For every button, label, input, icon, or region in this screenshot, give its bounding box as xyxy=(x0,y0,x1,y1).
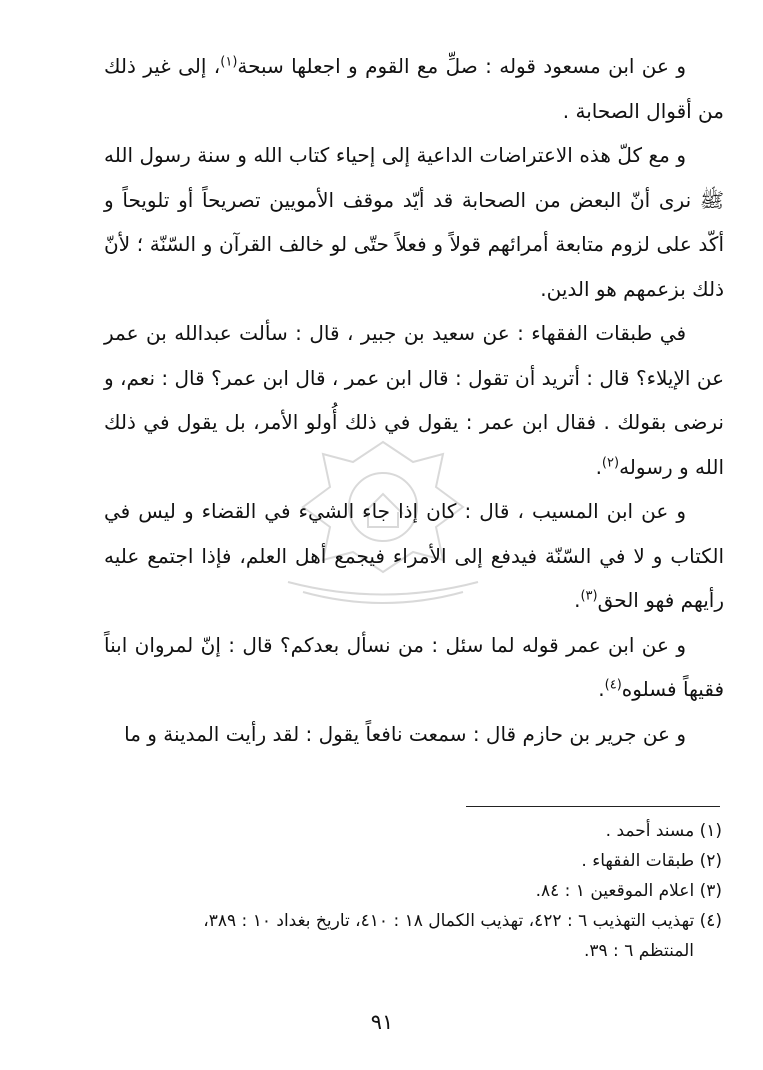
footnote-3: (٣) اعلام الموقعين ١ : ٨٤. xyxy=(535,881,722,901)
footnote-ref-2[interactable]: (٢) xyxy=(601,454,620,470)
paragraph-4 xyxy=(104,489,724,623)
paragraph-5-tail: . xyxy=(598,677,605,701)
main-text xyxy=(104,44,724,756)
footnote-2: (٢) طبقات الفقهاء . xyxy=(581,851,722,871)
footnote-divider xyxy=(466,806,720,807)
paragraph-3-tail: . xyxy=(595,454,602,479)
paragraph-1 xyxy=(104,44,724,133)
footnote-1: (١) مسند أحمد . xyxy=(605,821,722,841)
paragraph-4-tail: . xyxy=(574,588,581,612)
paragraph-2: و مع كلّ هذه الاعتراضات الداعية إلى إحياء كتاب الله و سنة رسول الله ﷺ نرى أنّ البعض من الصحابة قد أيّد موقف الأمويين تصريحاً أو تلويحاً و أكّد على لزوم متابعة أمرائهم قولاً و فعلاً حتّى لو خالف القرآن و السّنّة ؛ لأنّ ذلك بزعمهم هو الدين. xyxy=(104,143,724,301)
paragraph-1-tail: ، إلى غير ذلك من أقوال الصحابة . xyxy=(104,54,724,123)
footnote-ref-3[interactable]: (٣) xyxy=(580,588,598,604)
page-number: ٩١ xyxy=(370,1010,394,1034)
paragraph-5 xyxy=(104,623,724,712)
footnotes xyxy=(100,816,722,966)
footnote-4: (٤) تهذيب التهذيب ٦ : ٤٢٢، تهذيب الكمال ١٨ : ٤١٠، تاريخ بغداد ١٠ : ٣٨٩، xyxy=(203,911,722,931)
footnote-ref-4[interactable]: (٤) xyxy=(604,677,622,693)
paragraph-4-text: و عن ابن المسيب ، قال : كان إذا جاء الشيء في القضاء و ليس في الكتاب و لا في السّنّة فيدفع إلى الأمراء فيجمع أهل العلم، فإذا اجتمع عليه رأيهم فهو الحق xyxy=(104,499,724,612)
paragraph-6: و عن جرير بن حازم قال : سمعت نافعاً يقول : لقد رأيت المدينة و ما xyxy=(124,721,686,746)
footnote-4-continuation: المنتظم ٦ : ٣٩. xyxy=(583,941,694,961)
paragraph-1-text: و عن ابن مسعود قوله : صلِّ مع القوم و اجعلها سبحة xyxy=(237,54,686,78)
paragraph-5-text: و عن ابن عمر قوله لما سئل : من نسأل بعدكم؟ قال : إنّ لمروان ابناً فقيهاً فسلوه xyxy=(104,632,724,701)
paragraph-3-text: في طبقات الفقهاء : عن سعيد بن جبير ، قال : سألت عبدالله بن عمر عن الإيلاء؟ قال : أتريد أن تقول : قال ابن عمر ، قال ابن عمر؟ قال : نعم، و نرضى بقولك . فقال ابن عمر : يقول في ذلك أُولو الأمر، بل يقول في ذلك الله و رسوله xyxy=(104,321,724,479)
paragraph-3 xyxy=(104,311,724,489)
footnote-ref-1[interactable]: (١) xyxy=(220,54,238,70)
